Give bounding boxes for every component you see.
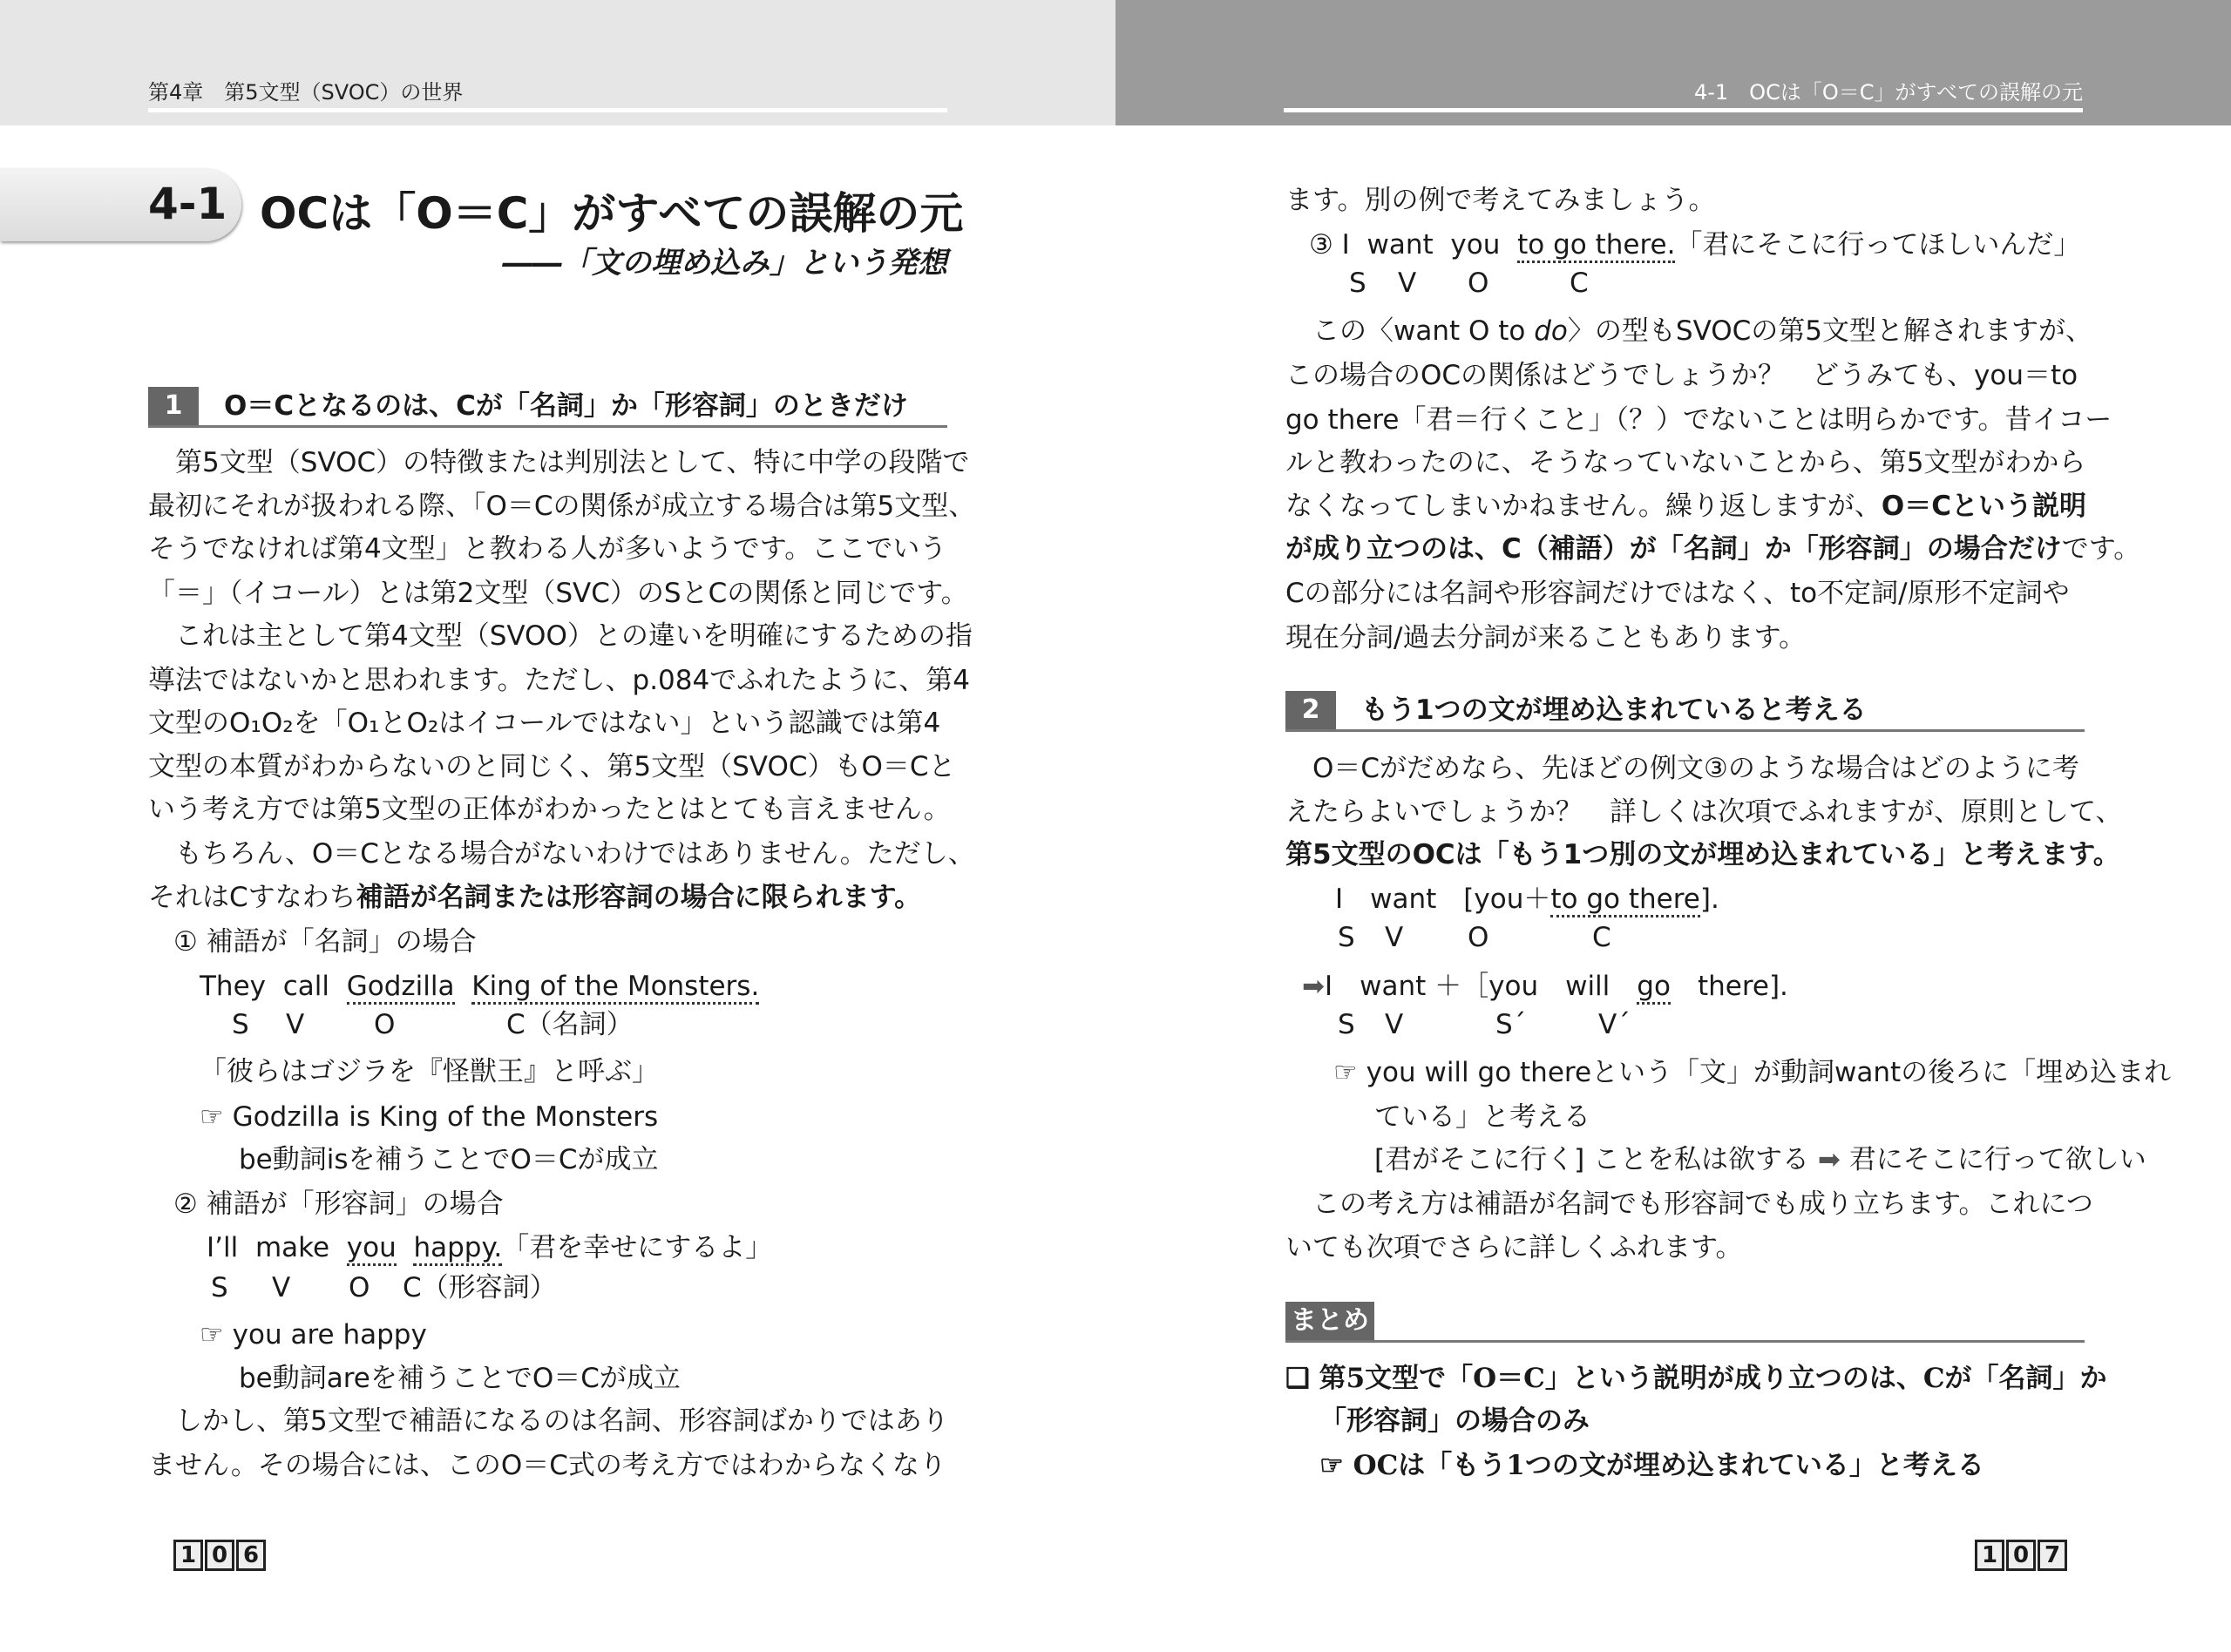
checkbox-icon: ❑ xyxy=(1285,1363,1310,1394)
role-label: C xyxy=(1592,922,1611,953)
page-digit: 1 xyxy=(1975,1540,2004,1571)
role-label: S xyxy=(1338,922,1355,953)
complement-phrase: to go there xyxy=(1550,884,1699,917)
left-running-head: 第4章 第5文型（SVOC）の世界 xyxy=(148,80,464,105)
complement-phrase: to go there. xyxy=(1517,229,1675,263)
word: They xyxy=(200,971,267,1002)
case2-label: ② 補語が「形容詞」の場合 xyxy=(173,1188,504,1220)
page-digit: 6 xyxy=(236,1540,266,1571)
summary-item-cont: 「形容詞」の場合のみ xyxy=(1319,1405,1590,1437)
role-label: C（名詞） xyxy=(506,1009,634,1040)
case1-note2: be動詞isを補うことでO＝Cが成立 xyxy=(239,1144,659,1175)
word: I xyxy=(1341,229,1350,261)
body-line: 文型の本質がわからないのと同じく、第5文型（SVOC）もO＝Cと xyxy=(148,751,956,782)
summary-text: 第5文型で「O＝C」という説明が成り立つのは、Cが「名詞」か xyxy=(1319,1363,2107,1394)
page-digit: 7 xyxy=(2038,1540,2067,1571)
note-line xyxy=(1374,1138,2146,1181)
summary-item xyxy=(1285,1357,2107,1400)
role-label: V xyxy=(1385,1009,1404,1040)
role-label: O xyxy=(1468,267,1489,299)
role-label: V xyxy=(286,1009,305,1040)
pointing-hand-icon: ☞ xyxy=(1319,1450,1344,1481)
body-line-bold: 第5文型のOCは「もう1つ別の文が埋め込まれている」と考えます。 xyxy=(1285,839,2120,870)
word: you xyxy=(1450,229,1501,261)
body-line: ません。その場合には、このO＝C式の考え方ではわからなくなり xyxy=(148,1450,946,1481)
role-label: S´ xyxy=(1495,1009,1527,1040)
heading-text: もう1つの文が埋め込まれていると考える xyxy=(1361,694,1867,726)
summary-label: まとめ xyxy=(1285,1302,1374,1340)
body-line: 導法ではないかと思われます。ただし、p.084でふれたように、第4 xyxy=(148,665,970,696)
example-a xyxy=(1335,877,1719,921)
heading-rule xyxy=(1285,729,2085,732)
word: make xyxy=(254,1232,330,1263)
example-number: ③ xyxy=(1309,229,1333,261)
role-label: O xyxy=(349,1272,370,1303)
example3-sentence xyxy=(1309,223,2080,267)
right-running-head: 4-1 OCは「O＝C」がすべての誤解の元 xyxy=(1693,80,2083,105)
body-line: もちろん、O＝Cとなる場合がないわけではありません。ただし、 xyxy=(148,838,975,870)
body-line: えたらよいでしょうか？ 詳しくは次項でふれますが、原則として、 xyxy=(1285,796,2123,828)
body-line: そうでなければ第4文型」と教わる人が多いようです。ここでいう xyxy=(148,533,947,565)
right-header-rule xyxy=(1284,108,2083,112)
body-line: Cの部分には名詞や形容詞だけではなく、to不定詞/原形不定詞や xyxy=(1285,578,2070,609)
left-header-band xyxy=(0,0,1116,125)
bold-text: 補語が名詞または形容詞の場合に限られます。 xyxy=(356,882,922,913)
body-line: 文型のO₁O₂を「O₁とO₂はイコールではない」という認識では第4 xyxy=(148,708,941,739)
pointing-hand-icon: ☞ xyxy=(1333,1057,1358,1088)
text: ]. xyxy=(1699,884,1719,915)
case1-sentence xyxy=(200,965,759,1008)
role-label: C xyxy=(1570,267,1589,299)
body-line: いう考え方では第5文型の正体がわかったとはとても言えません。 xyxy=(148,794,951,825)
body-line: この場合のOCの関係はどうでしょうか？ どうみても、you＝to xyxy=(1285,360,2078,391)
text: この〈want O to xyxy=(1285,315,1535,347)
plain-text: それはCすなわち xyxy=(148,882,356,913)
heading-rule xyxy=(148,425,947,428)
note-line xyxy=(1333,1051,2171,1094)
arrow-icon: ➡ xyxy=(1817,1144,1841,1175)
text: 〉の型もSVOCの第5文型と解されますが、 xyxy=(1567,315,2093,347)
case1-label: ① 補語が「名詞」の場合 xyxy=(173,926,477,958)
translation: 「君を幸せにするよ」 xyxy=(502,1232,773,1263)
page-digit: 0 xyxy=(2006,1540,2036,1571)
body-line: 最初にそれが扱われる際、「O＝Cの関係が成立する場合は第5文型、 xyxy=(148,491,976,522)
role-label: S xyxy=(1338,1009,1355,1040)
body-line xyxy=(148,876,921,919)
role-label: C（形容詞） xyxy=(403,1272,557,1303)
case1-translation: 「彼らはゴジラを『怪獣王』と呼ぶ」 xyxy=(200,1056,659,1087)
note-text: you are happy xyxy=(232,1319,427,1351)
page-digit: 1 xyxy=(173,1540,203,1571)
example-a-roles xyxy=(1116,916,2231,959)
case2-sentence xyxy=(207,1226,772,1269)
example-b-roles xyxy=(1116,1003,2231,1046)
heading-rule xyxy=(1285,1340,2085,1343)
pointing-hand-icon: ☞ xyxy=(200,1319,224,1351)
arrow-icon: ➡ xyxy=(1302,971,1325,1002)
heading-text: O＝Cとなるのは、Cが「名詞」か「形容詞」のときだけ xyxy=(224,390,908,422)
role-label: V xyxy=(1398,267,1417,299)
word: want xyxy=(1366,229,1434,261)
word: call xyxy=(282,971,330,1002)
role-label: V´ xyxy=(1598,1009,1631,1040)
note-text: you will go thereという「文」が動詞wantの後ろに「埋め込まれ xyxy=(1366,1057,2172,1088)
summary-text: OCは「もう1つの文が埋め込まれている」と考える xyxy=(1353,1450,1984,1481)
object-word: you xyxy=(347,1232,397,1266)
body-line: これは主として第4文型（SVOO）との違いを明確にするための指 xyxy=(148,620,973,652)
example-b xyxy=(1302,965,1788,1008)
case2-note xyxy=(200,1313,427,1357)
role-label: S xyxy=(1349,267,1366,299)
right-header-band xyxy=(1116,0,2231,125)
text: I want [you＋ xyxy=(1335,884,1551,915)
complement-phrase: King of the Monsters. xyxy=(471,971,759,1005)
object-word: Godzilla xyxy=(347,971,455,1005)
role-label: O xyxy=(374,1009,396,1040)
role-label: V xyxy=(272,1272,291,1303)
page-digit: 0 xyxy=(205,1540,234,1571)
body-line xyxy=(1285,484,2086,528)
bold-text: O＝Cという説明 xyxy=(1881,491,2086,522)
page-number-left xyxy=(173,1540,266,1571)
case1-note xyxy=(200,1095,658,1139)
body-line: いても次項でさらに詳しくふれます。 xyxy=(1285,1232,1743,1263)
note-line: ている」と考える xyxy=(1374,1101,1590,1133)
text: なくなってしまいかねません。繰り返しますが、 xyxy=(1285,491,1882,522)
body-line: O＝Cがだめなら、先ほどの例文③のような場合はどのように考 xyxy=(1285,753,2079,784)
body-line xyxy=(1285,527,2140,571)
case2-note2: be動詞areを補うことでO＝Cが成立 xyxy=(239,1363,681,1394)
section-number: 4-1 xyxy=(148,179,227,229)
complement-word: happy. xyxy=(413,1232,502,1266)
left-header-rule xyxy=(148,108,947,112)
verb-word: go xyxy=(1637,971,1671,1005)
text: 君にそこに行って欲しい xyxy=(1848,1144,2146,1175)
body-line: この考え方は補語が名詞でも形容詞でも成り立ちます。これにつ xyxy=(1285,1188,2093,1220)
example3-roles xyxy=(1116,261,2231,305)
pointing-hand-icon: ☞ xyxy=(200,1101,224,1133)
role-label: S xyxy=(211,1272,228,1303)
role-label: O xyxy=(1468,922,1489,953)
body-line: 現在分詞/過去分詞が来ることもあります。 xyxy=(1285,622,1806,653)
body-line: 「＝」（イコール）とは第2文型（SVC）のSとCの関係と同じです。 xyxy=(148,578,968,609)
note-text: Godzilla is King of the Monsters xyxy=(232,1101,659,1133)
body-line xyxy=(1285,309,2092,353)
italic-text: do xyxy=(1534,315,1568,347)
text: there]. xyxy=(1670,971,1788,1002)
text: です。 xyxy=(2061,533,2141,565)
page-subtitle: ――「文の埋め込み」という発想 xyxy=(503,246,947,281)
text: [君がそこに行く] ことを私は欲する xyxy=(1374,1144,1810,1175)
body-line: ます。別の例で考えてみましょう。 xyxy=(1285,185,1716,216)
summary-note xyxy=(1319,1444,1984,1487)
case2-roles xyxy=(0,1266,1116,1310)
body-line: ルと教わったのに、そうなっていないことから、第5文型がわから xyxy=(1285,447,2086,478)
heading-number: 1 xyxy=(148,387,199,425)
page-title: OCは「O＝C」がすべての誤解の元 xyxy=(260,188,964,239)
body-line: しかし、第5文型で補語になるのは名詞、形容詞ばかりではあり xyxy=(148,1405,949,1437)
text: I want ＋［you will xyxy=(1324,971,1638,1002)
translation: 「君にそこに行ってほしいんだ」 xyxy=(1675,229,2081,261)
role-label: V xyxy=(1385,922,1404,953)
role-label: S xyxy=(232,1009,249,1040)
word: I’ll xyxy=(207,1232,239,1263)
page-number-right xyxy=(1975,1540,2067,1571)
body-line: go there「君＝行くこと」（？）でないことは明らかです。昔イコー xyxy=(1285,404,2112,436)
bold-text: が成り立つのは、C（補語）が「名詞」か「形容詞」の場合だけ xyxy=(1285,533,2062,565)
case1-roles xyxy=(0,1003,1116,1046)
body-line: 第5文型（SVOC）の特徴または判別法として、特に中学の段階で xyxy=(148,447,970,478)
heading-number: 2 xyxy=(1285,691,1336,729)
